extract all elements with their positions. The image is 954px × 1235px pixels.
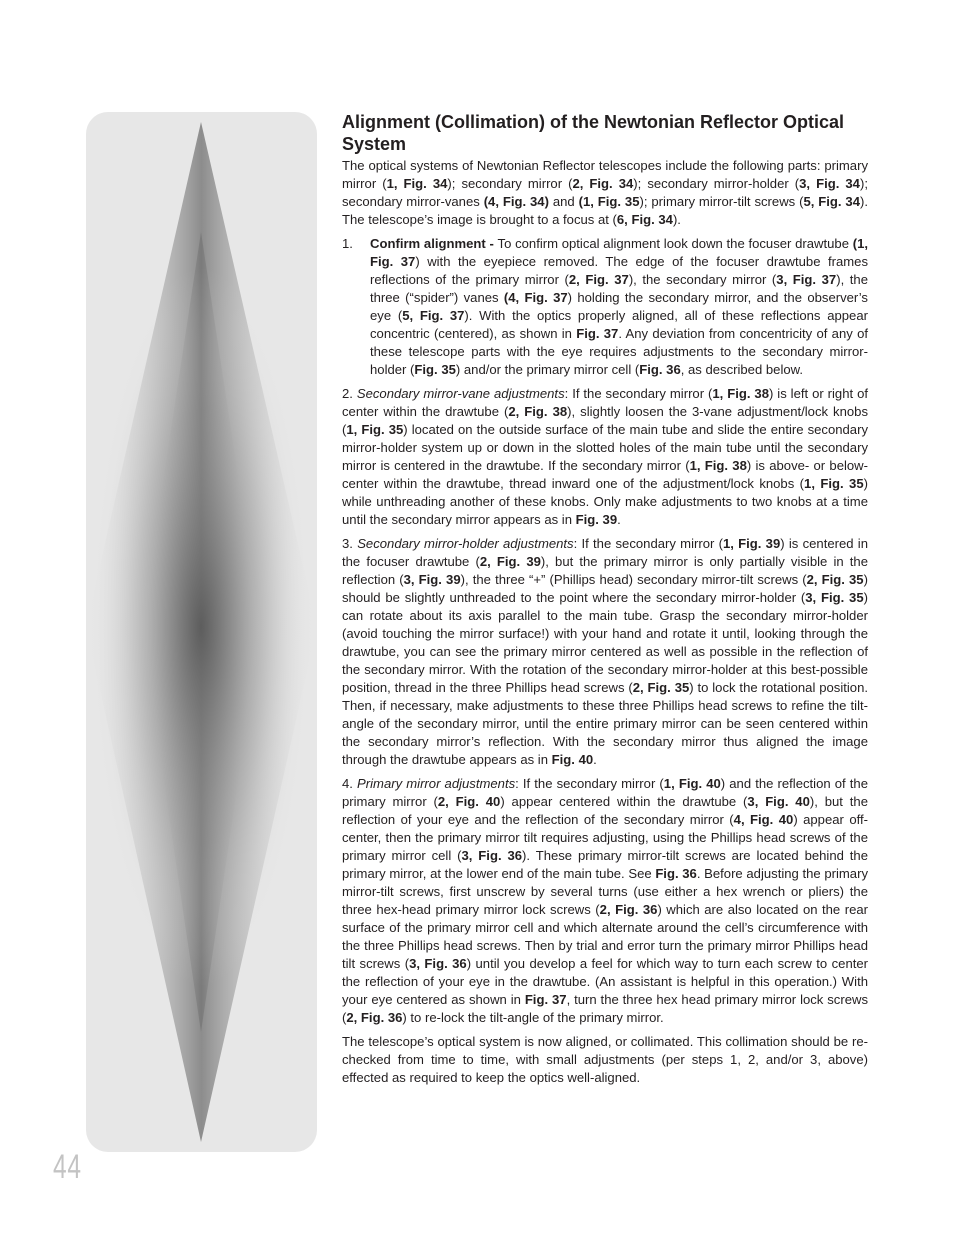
bold-run: (4, Fig. 37: [503, 290, 568, 305]
bold-run: Fig. 37: [576, 326, 619, 341]
bold-run: (4, Fig. 34): [483, 194, 549, 209]
italic-run: Secondary mirror-vane adjustments: [356, 386, 565, 401]
text-run: ) and/or the primary mirror cell (: [455, 362, 640, 377]
text-run: ). With the optics properly aligned, all of these reflections appear concentric (centered), as shown in: [370, 308, 868, 341]
bold-run: 2, Fig. 40: [437, 794, 501, 809]
step-1-number: 1.: [342, 236, 353, 251]
bold-run: Fig. 37: [524, 992, 567, 1007]
text-run: ) is above- or below-center within the drawtube, thread inward one of the adjustment/lock knobs (: [342, 458, 869, 491]
bold-run: 6, Fig. 34: [616, 212, 673, 227]
text-run: ) while unthreading another of these knobs. Only make adjustments to two knobs at a time until the secondary mirror appears as in: [342, 476, 868, 527]
bold-run: 2, Fig. 36: [346, 1010, 403, 1025]
text-run: ) is left or right of center within the drawtube (: [342, 386, 868, 419]
text-run: ), but the primary mirror is only partially visible in the reflection (: [342, 554, 868, 587]
bold-run: 5, Fig. 37: [402, 308, 465, 323]
text-run: ) appear centered within the drawtube (: [500, 794, 748, 809]
bold-run: 1, Fig. 38: [689, 458, 747, 473]
page-number: 44: [53, 1148, 82, 1186]
text-run: : If the secondary mirror (: [515, 776, 664, 791]
bold-run: 2, Fig. 39: [479, 554, 541, 569]
bold-run: Fig. 40: [551, 752, 594, 767]
text-run: ). These primary mirror-tilt screws are located behind the primary mirror, at the lower end of the main tube. See: [342, 848, 868, 881]
bold-run: Fig. 39: [575, 512, 618, 527]
decorative-side-panel: [86, 112, 317, 1152]
text-run: : If the secondary mirror (: [564, 386, 713, 401]
italic-run: Primary mirror adjustments: [357, 776, 516, 791]
bold-run: 1, Fig. 34: [386, 176, 448, 191]
text-run: and: [548, 194, 579, 209]
text-run: 3.: [342, 536, 358, 551]
bold-run: Fig. 36: [639, 362, 681, 377]
text-run: ), slightly loosen the 3-vane adjustment/lock knobs (: [342, 404, 868, 437]
bold-run: 3, Fig. 35: [805, 590, 864, 605]
text-run: ) is centered in the focuser drawtube (: [342, 536, 868, 569]
bold-run: Confirm alignment -: [370, 236, 498, 251]
text-run: . Any deviation from concentricity of any of these telescope parts with the eye requires adjustments to the secondary mirror-holder (: [370, 326, 868, 377]
bold-run: Fig. 36: [655, 866, 697, 881]
text-run: . Before adjusting the primary mirror-tilt screws, first unscrew by several turns (use either a hex wrench or pliers) the three hex-head primary mirror lock screws (: [342, 866, 868, 917]
bold-run: 2, Fig. 37: [568, 272, 629, 287]
text-run: The optical systems of Newtonian Reflector telescopes include the following parts: primary mirror (: [342, 158, 868, 191]
bold-run: (1, Fig. 37: [370, 236, 868, 269]
document-content: [342, 111, 868, 1093]
text-run: ) and the reflection of the primary mirror (: [342, 776, 869, 809]
text-run: ) to lock the rotational position. Then, if necessary, make adjustments to these three Phillips head screws to refine the tilt-angle of the secondary mirror, until the entire primary mirror can be seen centered within the secondary mirror’s reflection. With the secondary mirror thus aligned the image through the drawtube appears as in: [342, 680, 868, 767]
text-run: ). The telescope’s image is brought to a focus at (: [342, 194, 868, 227]
bold-run: 3, Fig. 36: [409, 956, 467, 971]
italic-run: Secondary mirror-holder adjustments: [357, 536, 574, 551]
bold-run: 1, Fig. 35: [804, 476, 864, 491]
bold-run: 2, Fig. 38: [508, 404, 568, 419]
bold-run: (1, Fig. 35: [578, 194, 640, 209]
bold-run: 2, Fig. 34: [572, 176, 634, 191]
bold-run: 1, Fig. 38: [712, 386, 769, 401]
text-run: , as described below.: [680, 362, 804, 377]
bold-run: 2, Fig. 35: [806, 572, 864, 587]
text-run: ) which are also located on the rear surface of the primary mirror cell and which alternate around the cell’s circumference with the three Phillips head screws. Then by trial and error turn the primary mirror Phillips head tilt screws (: [342, 902, 868, 971]
text-run: ) to re-lock the tilt-angle of the primary mirror.: [402, 1010, 664, 1025]
step-4-paragraph: [342, 775, 868, 1027]
text-run: ); secondary mirror-holder (: [633, 176, 800, 191]
closing-paragraph: [342, 1033, 868, 1087]
bold-run: 3, Fig. 34: [799, 176, 860, 191]
text-run: ) appear off-center, then the primary mirror tilt requires adjusting, using the Phillips head screws of the primary mirror cell (: [342, 812, 868, 863]
bold-run: 5, Fig. 34: [803, 194, 860, 209]
step-1-text: [370, 235, 868, 379]
bold-run: 2, Fig. 35: [632, 680, 690, 695]
bold-run: 3, Fig. 36: [461, 848, 523, 863]
text-run: ), the three “+” (Phillips head) secondary mirror-tilt screws (: [460, 572, 807, 587]
text-run: , turn the three hex head primary mirror lock screws (: [342, 992, 868, 1025]
text-run: ) with the eyepiece removed. The edge of the focuser drawtube frames reflections of the primary mirror (: [370, 254, 868, 287]
text-run: The telescope’s optical system is now aligned, or collimated. This collimation should be re-checked from time to time, with small adjustments (per steps 1, 2, and/or 3, above) effected as required to keep the optics well-aligned.: [342, 1034, 868, 1085]
text-run: To confirm optical alignment look down the focuser drawtube: [497, 236, 853, 251]
text-run: 2.: [342, 386, 357, 401]
text-run: ) should be slightly unthreaded to the point where the secondary mirror-holder (: [342, 572, 868, 605]
text-run: .: [593, 752, 597, 767]
diamond-gradient-graphic: [86, 112, 317, 1152]
text-run: ); primary mirror-tilt screws (: [639, 194, 804, 209]
text-run: ) holding the secondary mirror, and the observer’s eye (: [370, 290, 868, 323]
bold-run: 3, Fig. 37: [776, 272, 837, 287]
text-run: .: [617, 512, 621, 527]
intro-paragraph: [342, 157, 868, 229]
text-run: : If the secondary mirror (: [573, 536, 723, 551]
text-run: 4.: [342, 776, 358, 791]
bold-run: Fig. 35: [414, 362, 456, 377]
bold-run: 1, Fig. 35: [346, 422, 404, 437]
bold-run: 4, Fig. 40: [733, 812, 794, 827]
bold-run: 3, Fig. 39: [403, 572, 461, 587]
bold-run: 1, Fig. 40: [663, 776, 721, 791]
bold-run: 2, Fig. 36: [599, 902, 658, 917]
text-run: ), the secondary mirror (: [628, 272, 777, 287]
step-1: [342, 235, 868, 379]
text-run: ) can rotate about its axis parallel to the main tube. Grasp the secondary mirror-holder (avoid touching the mirror surface!) with your hand and rotate it until, looking through the drawtube, you can see the primary mirror centered as well as possible in the reflection of the secondary mirror. With the rotation of the secondary mirror-holder at this best-possible position, thread in the three Phillips head screws (: [342, 590, 868, 695]
text-run: ) until you develop a feel for which way to turn each screw to center the reflection of your eye in the drawtube. (An assistant is helpful in this operation.) With your eye centered as shown in: [342, 956, 869, 1007]
text-run: ); secondary mirror-vanes: [342, 176, 868, 209]
text-run: ) located on the outside surface of the main tube and slide the entire secondary mirror-holder system up or down in the slotted holes of the main tube until the secondary mirror is centered in the drawtube. If the secondary mirror (: [342, 422, 868, 473]
text-run: ), but the reflection of your eye and the reflection of the secondary mirror (: [342, 794, 868, 827]
section-title: Alignment (Collimation) of the Newtonian Reflector Optical System: [342, 112, 845, 154]
text-run: ); secondary mirror (: [447, 176, 573, 191]
step-2-paragraph: [342, 385, 868, 529]
bold-run: 3, Fig. 40: [747, 794, 810, 809]
text-run: ).: [672, 212, 681, 227]
text-run: ), the three (“spider”) vanes: [370, 272, 868, 305]
bold-run: 1, Fig. 39: [722, 536, 781, 551]
step-3-paragraph: [342, 535, 868, 769]
